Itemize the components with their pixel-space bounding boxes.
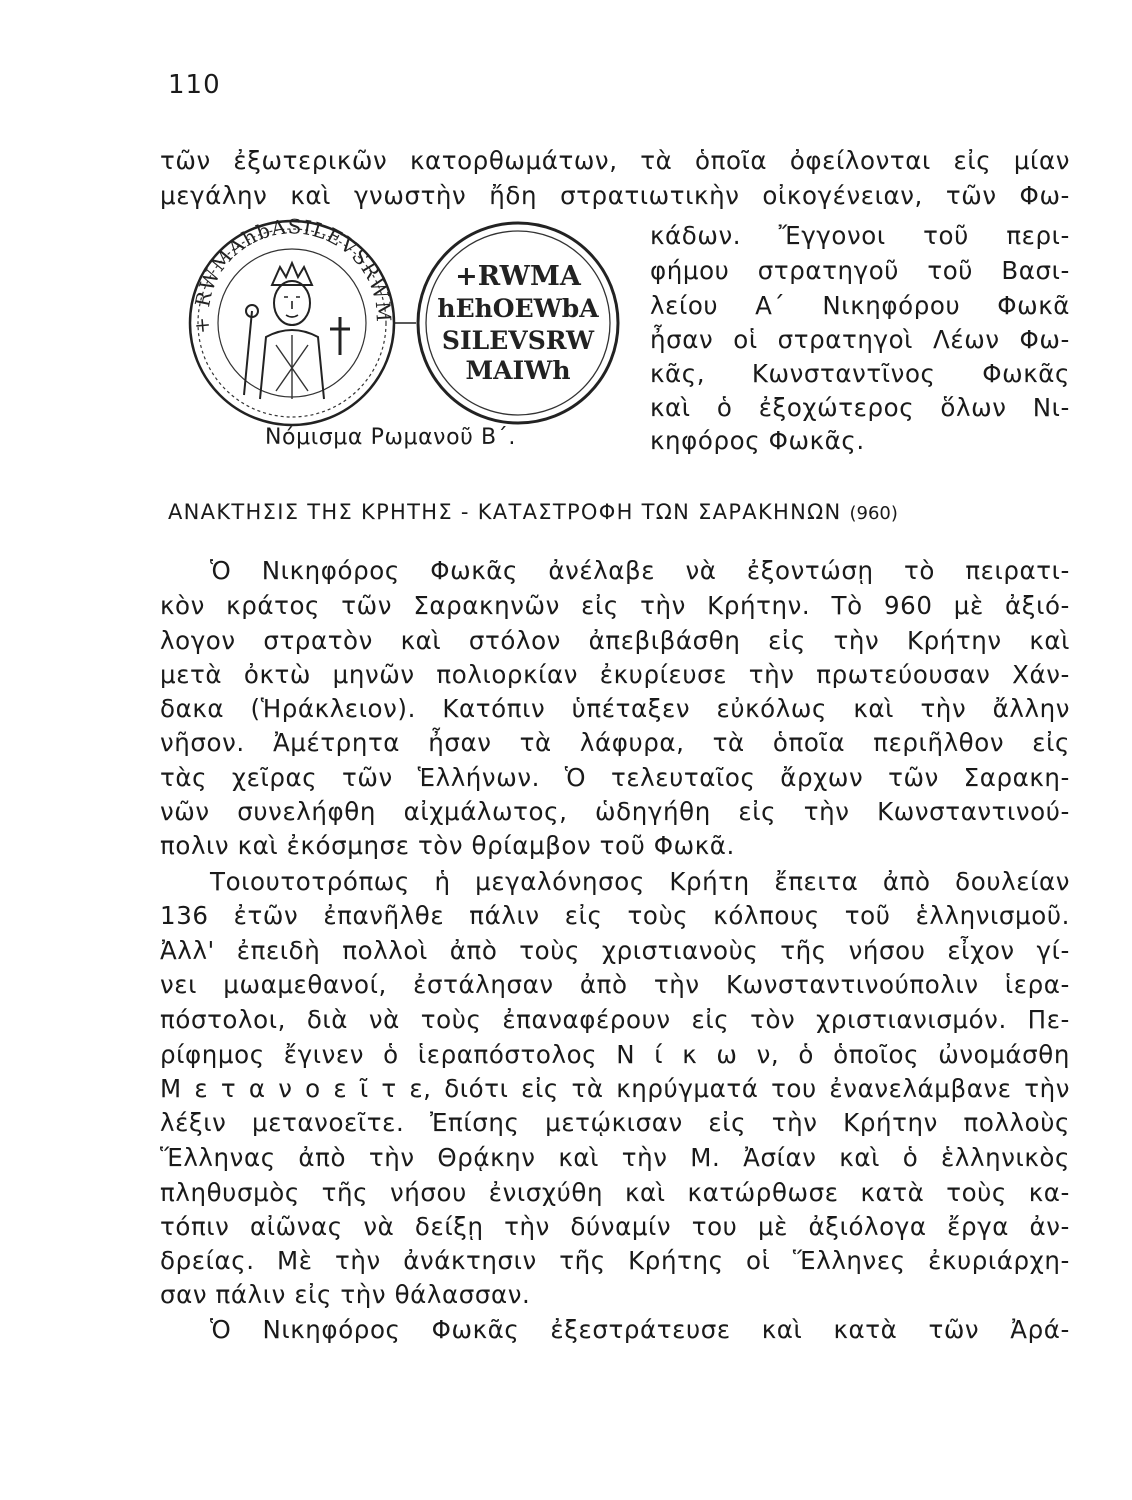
coin-reverse bbox=[418, 223, 618, 423]
text-line: τόπιν αἰῶνας νὰ δείξῃ τὴν δύναμίν του μὲ ἀξιόλογα ἔργα ἀν- bbox=[160, 1212, 1070, 1241]
text-line: σαν πάλιν εἰς τὴν θάλασσαν. bbox=[160, 1280, 531, 1309]
text-line: μετὰ ὀκτὼ μηνῶν πολιορκίαν ἐκυρίευσε τὴν πρωτεύουσαν Χάν- bbox=[160, 660, 1070, 689]
text-line: τῶν ἐξωτερικῶν κατορθωμάτων, τὰ ὁποῖα ὀφείλονται εἰς μίαν bbox=[160, 146, 1070, 175]
text-line: Ὁ Νικηφόρος Φωκᾶς ἀνέλαβε νὰ ἐξοντώσῃ τὸ πειρατι- bbox=[210, 556, 1070, 585]
text-line: μεγάλην καὶ γνωστὴν ἤδη στρατιωτικὴν οἰκογένειαν, τῶν Φω- bbox=[160, 181, 1070, 210]
text-line: δακα (Ἡράκλειον). Κατόπιν ὑπέταξεν εὐκόλως καὶ τὴν ἄλλην bbox=[160, 694, 1070, 723]
text-line: φήμου στρατηγοῦ τοῦ Βασι- bbox=[650, 256, 1070, 285]
page-number: 110 bbox=[168, 70, 221, 100]
text-line: Ὁ Νικηφόρος Φωκᾶς ἐξεστράτευσε καὶ κατὰ τῶν Ἀρά- bbox=[210, 1315, 1070, 1344]
coin-reverse-line: +RWMA bbox=[455, 261, 581, 292]
text-line: τὰς χεῖρας τῶν Ἑλλήνων. Ὁ τελευταῖος ἄρχων τῶν Σαρακη- bbox=[160, 763, 1070, 792]
text-line: νῆσον. Ἀμέτρητα ἦσαν τὰ λάφυρα, τὰ ὁποῖα περιῆλθον εἰς bbox=[160, 728, 1070, 757]
text-line: πόστολοι, διὰ νὰ τοὺς ἐπαναφέρουν εἰς τὸν χριστιανισμόν. Πε- bbox=[160, 1005, 1070, 1034]
coin-figure bbox=[180, 215, 630, 445]
coin-reverse-line: hEhOEWbA bbox=[437, 294, 599, 323]
text-line: δρείας. Μὲ τὴν ἀνάκτησιν τῆς Κρήτης οἱ Ἕλληνες ἐκυριάρχη- bbox=[160, 1246, 1070, 1275]
text-line: Μ ε τ α ν ο ε ῖ τ ε, διότι εἰς τὰ κηρύγματά του ἐνανελάμβανε τὴν bbox=[160, 1074, 1070, 1103]
coin-reverse-line: MAIWh bbox=[465, 356, 571, 385]
text-line: Ἀλλ' ἐπειδὴ πολλοὶ ἀπὸ τοὺς χριστιανοὺς τῆς νήσου εἶχον γί- bbox=[160, 936, 1070, 965]
coin-obverse bbox=[189, 215, 396, 425]
text-line: 136 ἐτῶν ἐπανῆλθε πάλιν εἰς τοὺς κόλπους τοῦ ἑλληνισμοῦ. bbox=[160, 901, 1070, 930]
coin-illustration bbox=[180, 215, 630, 445]
section-heading-text: ΑΝΑΚΤΗΣΙΣ ΤΗΣ ΚΡΗΤΗΣ - ΚΑΤΑΣΤΡΟΦΗ ΤΩΝ ΣΑΡΑΚΗΝΩΝ bbox=[168, 500, 842, 524]
text-line: νῶν συνελήφθη αἰχμάλωτος, ὡδηγήθη εἰς τὴν Κωνσταντινού- bbox=[160, 797, 1070, 826]
section-heading-year: (960) bbox=[849, 503, 898, 524]
coin-reverse-line: SILEVSRW bbox=[441, 326, 595, 355]
text-line: Τοιουτοτρόπως ἡ μεγαλόνησος Κρήτη ἔπειτα ἀπὸ δουλείαν bbox=[210, 867, 1070, 896]
text-line: ρίφημος ἔγινεν ὁ ἱεραπόστολος Ν ί κ ω ν, ὁ ὁποῖος ὠνομάσθη bbox=[160, 1040, 1070, 1069]
text-line: καὶ ὁ ἐξοχώτερος ὅλων Νι- bbox=[650, 393, 1070, 422]
text-line: λείου Α΄ Νικηφόρου Φωκᾶ bbox=[650, 291, 1070, 320]
text-line: κᾶς, Κωνσταντῖνος Φωκᾶς bbox=[650, 359, 1070, 388]
figure-caption: Νόμισμα Ρωμανοῦ Β΄. bbox=[265, 425, 516, 450]
text-line: πολιν καὶ ἐκόσμησε τὸν θρίαμβον τοῦ Φωκᾶ. bbox=[160, 831, 735, 860]
section-heading bbox=[168, 500, 1073, 524]
text-line: πληθυσμὸς τῆς νήσου ἐνισχύθη καὶ κατώρθωσε κατὰ τοὺς κα- bbox=[160, 1178, 1070, 1207]
text-line: ἦσαν οἱ στρατηγοὶ Λέων Φω- bbox=[650, 325, 1070, 354]
text-line: κὸν κράτος τῶν Σαρακηνῶν εἰς τὴν Κρήτην. Τὸ 960 μὲ ἀξιό- bbox=[160, 591, 1070, 620]
text-line: νει μωαμεθανοί, ἐστάλησαν ἀπὸ τὴν Κωνσταντινούπολιν ἱερα- bbox=[160, 970, 1070, 999]
text-line: λογον στρατὸν καὶ στόλον ἀπεβιβάσθη εἰς τὴν Κρήτην καὶ bbox=[160, 626, 1070, 655]
text-line: κάδων. Ἔγγονοι τοῦ περι- bbox=[650, 221, 1070, 250]
coin-obverse-legend: + RWMAhbASILEVSRWM bbox=[189, 215, 397, 335]
text-line: Ἕλληνας ἀπὸ τὴν Θρᾴκην καὶ τὴν Μ. Ἀσίαν καὶ ὁ ἑλληνικὸς bbox=[160, 1143, 1070, 1172]
text-line: κηφόρος Φωκᾶς. bbox=[650, 426, 865, 455]
text-line: λέξιν μετανοεῖτε. Ἐπίσης μετῴκισαν εἰς τὴν Κρήτην πολλοὺς bbox=[160, 1108, 1070, 1137]
